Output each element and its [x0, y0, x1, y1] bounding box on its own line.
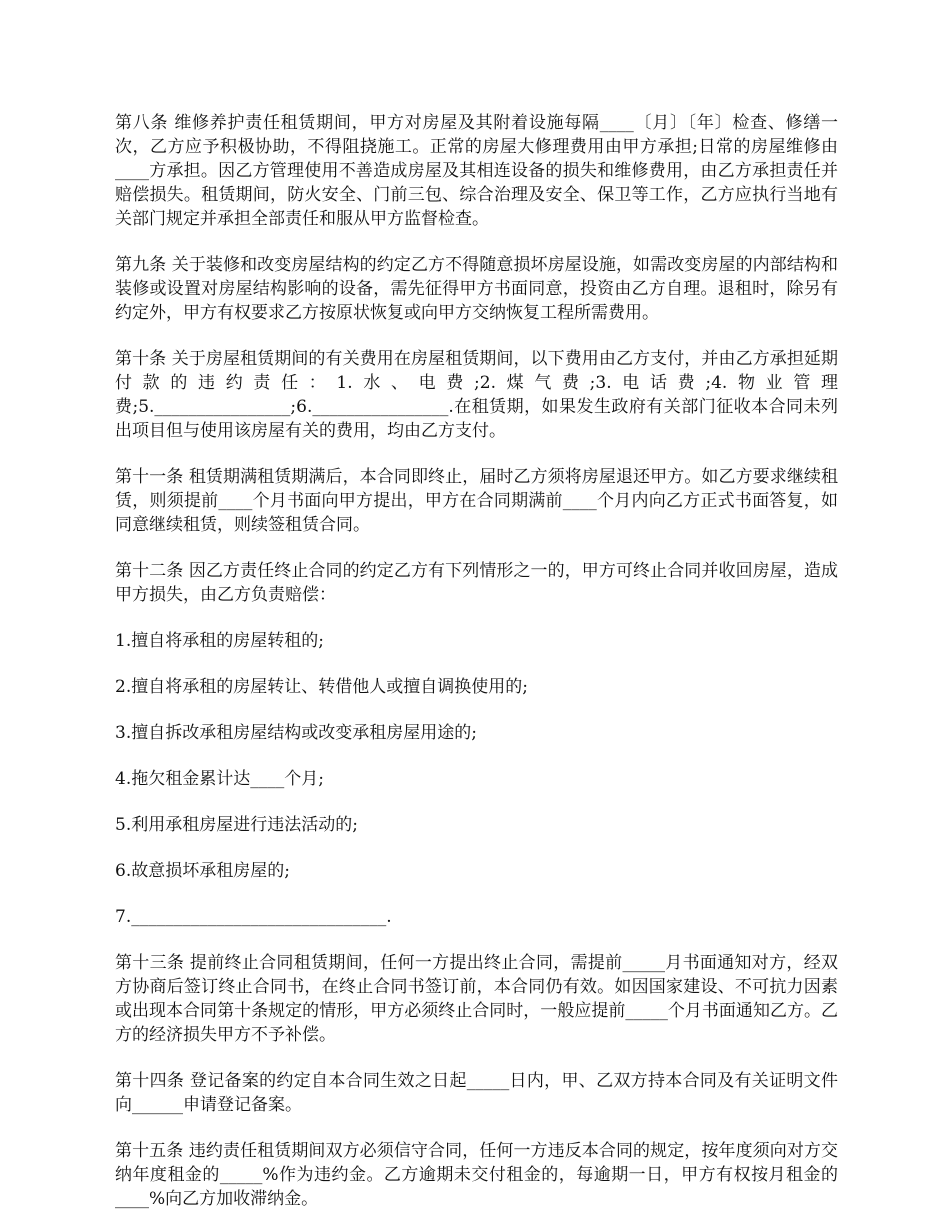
article-9-paragraph: 第九条 关于装修和改变房屋结构的约定乙方不得随意损坏房屋设施，如需改变房屋的内部结构和装修或设置对房屋结构影响的设备，需先征得甲方书面同意，投资由乙方自理。退租时，除另有约定外，甲方有权要求乙方按原状恢复或向甲方交纳恢复工程所需费用。 — [115, 255, 838, 323]
article-8-paragraph: 第八条 维修养护责任租赁期间，甲方对房屋及其附着设施每隔____〔月〕〔年〕检查、修缮一次，乙方应予积极协助，不得阻挠施工。正常的房屋大修理费用由甲方承担;日常的房屋维修由____方承担。因乙方管理使用不善造成房屋及其相连设备的损失和维修费用，由乙方承担责任并赔偿损失。租赁期间，防火安全、门前三包、综合治理及安全、保卫等工作，乙方应执行当地有关部门规定并承担全部责任和服从甲方监督检查。 — [115, 113, 838, 229]
article-10-paragraph: 第十条 关于房屋租赁期间的有关费用在房屋租赁期间，以下费用由乙方支付，并由乙方承担延期付款的违约责任：1.水、电费;2.煤气费;3.电话费;4.物业管理费;5.________________;6.________________.在租赁期，如果发生政府有关部门征收本合同未列出项目但与使用该房屋有关的费用，均由乙方支付。 — [115, 349, 838, 441]
article-13-paragraph: 第十三条 提前终止合同租赁期间，任何一方提出终止合同，需提前_____月书面通知对方，经双方协商后签订终止合同书，在终止合同书签订前，本合同仍有效。如因国家建设、不可抗力因素或出现本合同第十条规定的情形，甲方必须终止合同时，一般应提前_____个月书面通知乙方。乙方的经济损失甲方不予补偿。 — [115, 953, 838, 1045]
article-14-paragraph: 第十四条 登记备案的约定自本合同生效之日起_____日内，甲、乙双方持本合同及有关证明文件向______申请登记备案。 — [115, 1071, 838, 1115]
list-item: 2.擅自将承租的房屋转让、转借他人或擅自调换使用的; — [115, 677, 528, 697]
article-15-paragraph: 第十五条 违约责任租赁期间双方必须信守合同，任何一方违反本合同的规定，按年度须向对方交纳年度租金的_____%作为违约金。乙方逾期未交付租金的，每逾期一日，甲方有权按月租金的____%向乙方加收滞纳金。 — [115, 1141, 838, 1209]
article-12-paragraph: 第十二条 因乙方责任终止合同的约定乙方有下列情形之一的，甲方可终止合同并收回房屋，造成甲方损失，由乙方负责赔偿： — [115, 561, 838, 605]
list-item: 7.______________________________. — [115, 907, 392, 927]
list-item: 3.擅自拆改承租房屋结构或改变承租房屋用途的; — [115, 723, 477, 743]
list-item: 1.擅自将承租的房屋转租的; — [115, 631, 324, 651]
list-item: 6.故意损坏承租房屋的; — [115, 861, 290, 881]
list-item: 4.拖欠租金累计达____个月; — [115, 769, 324, 789]
article-11-paragraph: 第十一条 租赁期满租赁期满后，本合同即终止，届时乙方须将房屋退还甲方。如乙方要求继续租赁，则须提前____个月书面向甲方提出，甲方在合同期满前____个月内向乙方正式书面答复，如同意继续租赁，则续签租赁合同。 — [115, 467, 838, 535]
list-item: 5.利用承租房屋进行违法活动的; — [115, 815, 358, 835]
